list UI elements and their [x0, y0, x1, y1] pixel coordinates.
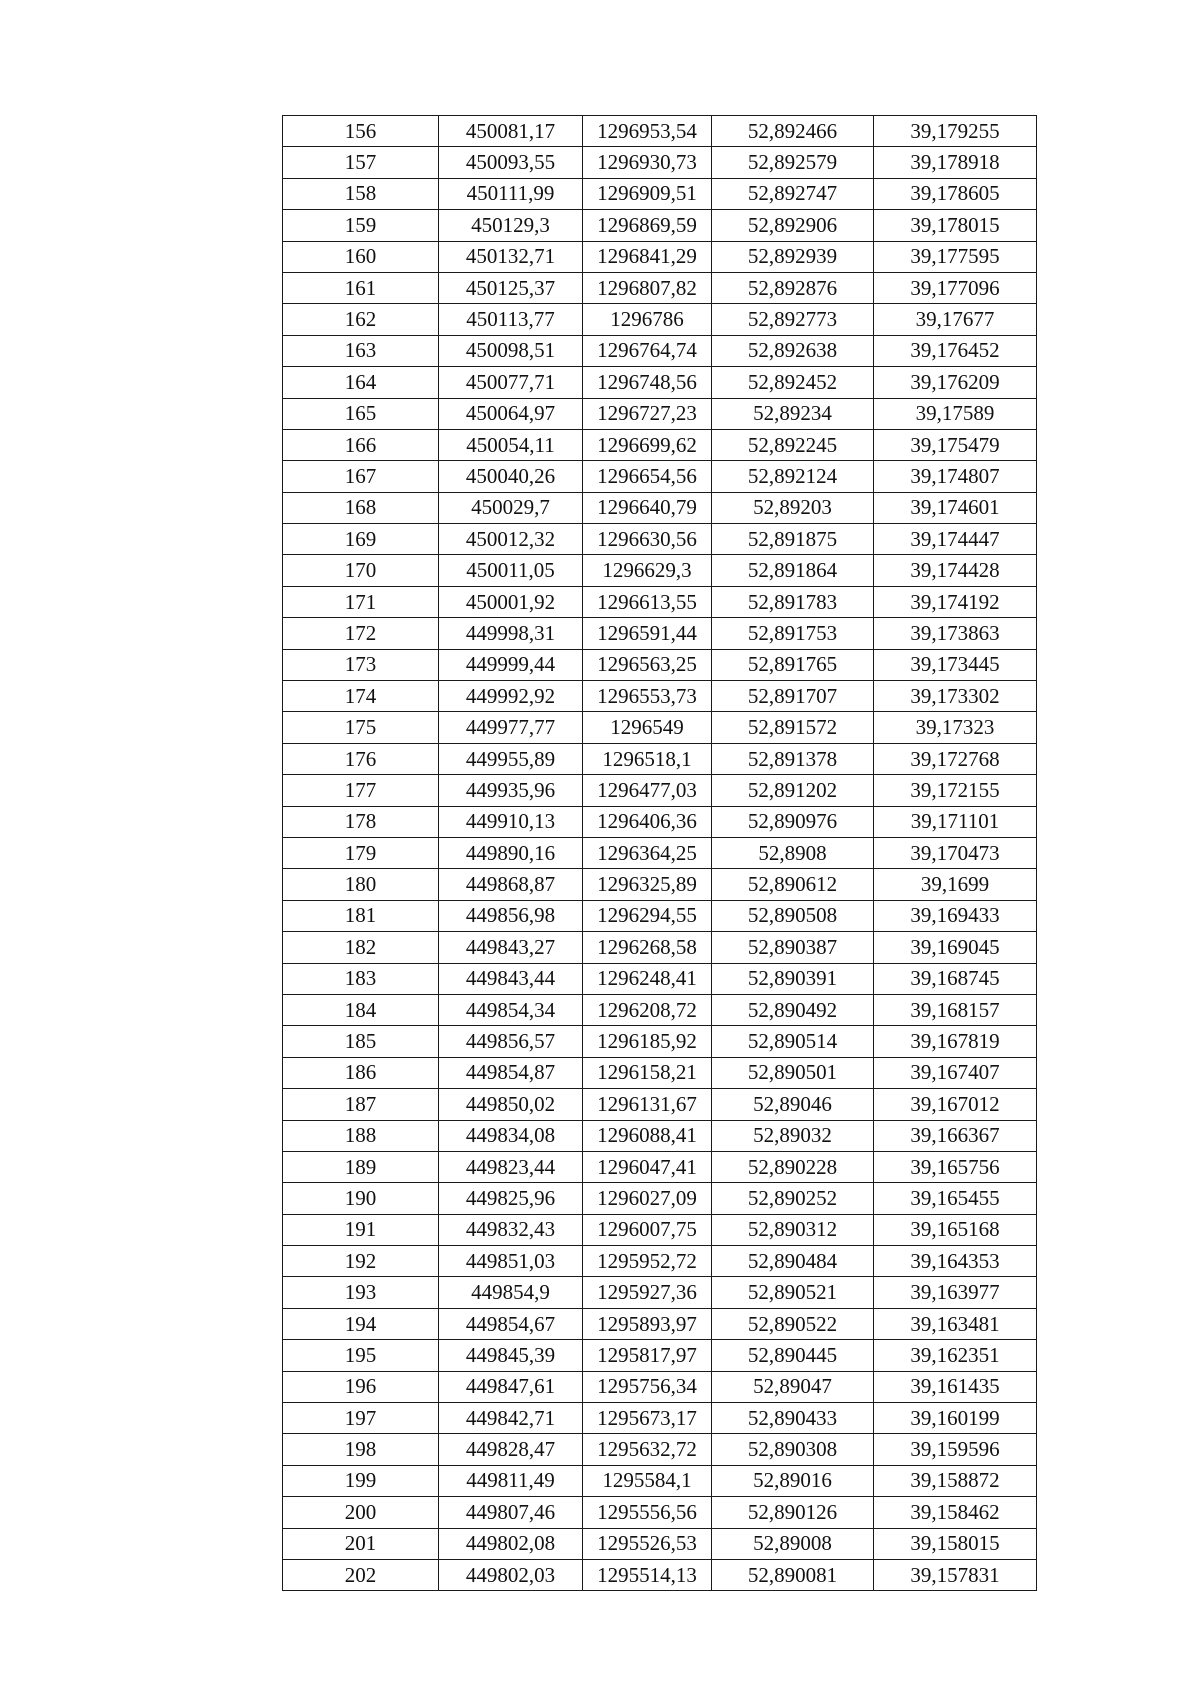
latitude-cell: 52,890492	[712, 994, 874, 1025]
y-coordinate-cell: 1295526,53	[583, 1528, 712, 1559]
point-number-cell: 183	[283, 963, 439, 994]
y-coordinate-cell: 1296727,23	[583, 398, 712, 429]
x-coordinate-cell: 449851,03	[439, 1246, 583, 1277]
table-row	[283, 649, 1037, 680]
x-coordinate-cell: 450129,3	[439, 210, 583, 241]
point-number-cell: 193	[283, 1277, 439, 1308]
point-number-cell: 164	[283, 367, 439, 398]
longitude-cell: 39,172155	[874, 775, 1037, 806]
x-coordinate-cell: 449854,67	[439, 1308, 583, 1339]
table-row	[283, 241, 1037, 272]
y-coordinate-cell: 1296764,74	[583, 335, 712, 366]
x-coordinate-cell: 450077,71	[439, 367, 583, 398]
longitude-cell: 39,168157	[874, 994, 1037, 1025]
point-number-cell: 196	[283, 1371, 439, 1402]
x-coordinate-cell: 449811,49	[439, 1465, 583, 1496]
x-coordinate-cell: 449843,27	[439, 932, 583, 963]
table-row	[283, 1183, 1037, 1214]
latitude-cell: 52,892579	[712, 147, 874, 178]
x-coordinate-cell: 449890,16	[439, 837, 583, 868]
point-number-cell: 194	[283, 1308, 439, 1339]
table-row	[283, 1214, 1037, 1245]
point-number-cell: 176	[283, 743, 439, 774]
x-coordinate-cell: 450081,17	[439, 116, 583, 147]
latitude-cell: 52,891864	[712, 555, 874, 586]
x-coordinate-cell: 449868,87	[439, 869, 583, 900]
point-number-cell: 198	[283, 1434, 439, 1465]
y-coordinate-cell: 1296841,29	[583, 241, 712, 272]
x-coordinate-cell: 449843,44	[439, 963, 583, 994]
y-coordinate-cell: 1296131,67	[583, 1089, 712, 1120]
latitude-cell: 52,892939	[712, 241, 874, 272]
latitude-cell: 52,890976	[712, 806, 874, 837]
latitude-cell: 52,892638	[712, 335, 874, 366]
table-row	[283, 178, 1037, 209]
x-coordinate-cell: 449807,46	[439, 1497, 583, 1528]
x-coordinate-cell: 449828,47	[439, 1434, 583, 1465]
y-coordinate-cell: 1295756,34	[583, 1371, 712, 1402]
longitude-cell: 39,158015	[874, 1528, 1037, 1559]
longitude-cell: 39,169433	[874, 900, 1037, 931]
point-number-cell: 172	[283, 618, 439, 649]
latitude-cell: 52,891875	[712, 524, 874, 555]
longitude-cell: 39,164353	[874, 1246, 1037, 1277]
y-coordinate-cell: 1296748,56	[583, 367, 712, 398]
latitude-cell: 52,892466	[712, 116, 874, 147]
table-row	[283, 335, 1037, 366]
y-coordinate-cell: 1295584,1	[583, 1465, 712, 1496]
longitude-cell: 39,174447	[874, 524, 1037, 555]
y-coordinate-cell: 1296364,25	[583, 837, 712, 868]
y-coordinate-cell: 1296807,82	[583, 272, 712, 303]
y-coordinate-cell: 1296158,21	[583, 1057, 712, 1088]
y-coordinate-cell: 1295632,72	[583, 1434, 712, 1465]
y-coordinate-cell: 1296208,72	[583, 994, 712, 1025]
longitude-cell: 39,174807	[874, 461, 1037, 492]
point-number-cell: 195	[283, 1340, 439, 1371]
longitude-cell: 39,170473	[874, 837, 1037, 868]
point-number-cell: 199	[283, 1465, 439, 1496]
table-row	[283, 681, 1037, 712]
longitude-cell: 39,161435	[874, 1371, 1037, 1402]
x-coordinate-cell: 450064,97	[439, 398, 583, 429]
y-coordinate-cell: 1296088,41	[583, 1120, 712, 1151]
x-coordinate-cell: 450040,26	[439, 461, 583, 492]
point-number-cell: 169	[283, 524, 439, 555]
latitude-cell: 52,89047	[712, 1371, 874, 1402]
table-row	[283, 1057, 1037, 1088]
x-coordinate-cell: 450093,55	[439, 147, 583, 178]
x-coordinate-cell: 450011,05	[439, 555, 583, 586]
longitude-cell: 39,165168	[874, 1214, 1037, 1245]
point-number-cell: 158	[283, 178, 439, 209]
latitude-cell: 52,890445	[712, 1340, 874, 1371]
point-number-cell: 174	[283, 681, 439, 712]
table-row	[283, 869, 1037, 900]
latitude-cell: 52,892452	[712, 367, 874, 398]
table-row	[283, 994, 1037, 1025]
y-coordinate-cell: 1295556,56	[583, 1497, 712, 1528]
longitude-cell: 39,163977	[874, 1277, 1037, 1308]
y-coordinate-cell: 1296047,41	[583, 1151, 712, 1182]
point-number-cell: 180	[283, 869, 439, 900]
latitude-cell: 52,891378	[712, 743, 874, 774]
table-row	[283, 618, 1037, 649]
point-number-cell: 179	[283, 837, 439, 868]
y-coordinate-cell: 1295817,97	[583, 1340, 712, 1371]
y-coordinate-cell: 1295952,72	[583, 1246, 712, 1277]
longitude-cell: 39,179255	[874, 116, 1037, 147]
table-row	[283, 555, 1037, 586]
latitude-cell: 52,891753	[712, 618, 874, 649]
table-row	[283, 806, 1037, 837]
x-coordinate-cell: 449842,71	[439, 1403, 583, 1434]
table-row	[283, 743, 1037, 774]
latitude-cell: 52,89008	[712, 1528, 874, 1559]
latitude-cell: 52,8908	[712, 837, 874, 868]
latitude-cell: 52,891572	[712, 712, 874, 743]
latitude-cell: 52,89032	[712, 1120, 874, 1151]
latitude-cell: 52,890391	[712, 963, 874, 994]
table-row	[283, 932, 1037, 963]
point-number-cell: 190	[283, 1183, 439, 1214]
latitude-cell: 52,892773	[712, 304, 874, 335]
y-coordinate-cell: 1296325,89	[583, 869, 712, 900]
table-row	[283, 1277, 1037, 1308]
x-coordinate-cell: 449998,31	[439, 618, 583, 649]
y-coordinate-cell: 1296518,1	[583, 743, 712, 774]
longitude-cell: 39,174601	[874, 492, 1037, 523]
y-coordinate-cell: 1296549	[583, 712, 712, 743]
longitude-cell: 39,157831	[874, 1559, 1037, 1590]
point-number-cell: 157	[283, 147, 439, 178]
y-coordinate-cell: 1296630,56	[583, 524, 712, 555]
point-number-cell: 162	[283, 304, 439, 335]
x-coordinate-cell: 450001,92	[439, 586, 583, 617]
y-coordinate-cell: 1296953,54	[583, 116, 712, 147]
point-number-cell: 177	[283, 775, 439, 806]
x-coordinate-cell: 449845,39	[439, 1340, 583, 1371]
point-number-cell: 168	[283, 492, 439, 523]
point-number-cell: 159	[283, 210, 439, 241]
latitude-cell: 52,890612	[712, 869, 874, 900]
latitude-cell: 52,892747	[712, 178, 874, 209]
point-number-cell: 178	[283, 806, 439, 837]
point-number-cell: 175	[283, 712, 439, 743]
longitude-cell: 39,173445	[874, 649, 1037, 680]
longitude-cell: 39,158872	[874, 1465, 1037, 1496]
coordinates-table	[282, 115, 1037, 1591]
y-coordinate-cell: 1296909,51	[583, 178, 712, 209]
longitude-cell: 39,165756	[874, 1151, 1037, 1182]
latitude-cell: 52,890387	[712, 932, 874, 963]
longitude-cell: 39,160199	[874, 1403, 1037, 1434]
longitude-cell: 39,175479	[874, 429, 1037, 460]
longitude-cell: 39,1699	[874, 869, 1037, 900]
latitude-cell: 52,891765	[712, 649, 874, 680]
table-row	[283, 116, 1037, 147]
y-coordinate-cell: 1296613,55	[583, 586, 712, 617]
longitude-cell: 39,158462	[874, 1497, 1037, 1528]
latitude-cell: 52,890522	[712, 1308, 874, 1339]
point-number-cell: 202	[283, 1559, 439, 1590]
table-row	[283, 367, 1037, 398]
point-number-cell: 188	[283, 1120, 439, 1151]
longitude-cell: 39,178605	[874, 178, 1037, 209]
longitude-cell: 39,177096	[874, 272, 1037, 303]
latitude-cell: 52,89234	[712, 398, 874, 429]
point-number-cell: 181	[283, 900, 439, 931]
x-coordinate-cell: 449850,02	[439, 1089, 583, 1120]
longitude-cell: 39,17323	[874, 712, 1037, 743]
point-number-cell: 166	[283, 429, 439, 460]
table-row	[283, 586, 1037, 617]
latitude-cell: 52,89016	[712, 1465, 874, 1496]
point-number-cell: 192	[283, 1246, 439, 1277]
table-row	[283, 1089, 1037, 1120]
table-row	[283, 963, 1037, 994]
latitude-cell: 52,892245	[712, 429, 874, 460]
x-coordinate-cell: 449825,96	[439, 1183, 583, 1214]
latitude-cell: 52,890508	[712, 900, 874, 931]
y-coordinate-cell: 1296294,55	[583, 900, 712, 931]
longitude-cell: 39,167819	[874, 1026, 1037, 1057]
x-coordinate-cell: 450125,37	[439, 272, 583, 303]
point-number-cell: 197	[283, 1403, 439, 1434]
y-coordinate-cell: 1295893,97	[583, 1308, 712, 1339]
y-coordinate-cell: 1296007,75	[583, 1214, 712, 1245]
x-coordinate-cell: 449910,13	[439, 806, 583, 837]
longitude-cell: 39,168745	[874, 963, 1037, 994]
table-row	[283, 775, 1037, 806]
y-coordinate-cell: 1296629,3	[583, 555, 712, 586]
x-coordinate-cell: 449999,44	[439, 649, 583, 680]
longitude-cell: 39,178015	[874, 210, 1037, 241]
latitude-cell: 52,891202	[712, 775, 874, 806]
y-coordinate-cell: 1295514,13	[583, 1559, 712, 1590]
x-coordinate-cell: 449802,08	[439, 1528, 583, 1559]
latitude-cell: 52,892124	[712, 461, 874, 492]
latitude-cell: 52,890501	[712, 1057, 874, 1088]
x-coordinate-cell: 450029,7	[439, 492, 583, 523]
latitude-cell: 52,890521	[712, 1277, 874, 1308]
table-row	[283, 304, 1037, 335]
point-number-cell: 184	[283, 994, 439, 1025]
point-number-cell: 200	[283, 1497, 439, 1528]
y-coordinate-cell: 1296654,56	[583, 461, 712, 492]
y-coordinate-cell: 1296477,03	[583, 775, 712, 806]
table-row	[283, 712, 1037, 743]
table-row	[283, 492, 1037, 523]
table-row	[283, 1246, 1037, 1277]
latitude-cell: 52,890252	[712, 1183, 874, 1214]
table-row	[283, 461, 1037, 492]
latitude-cell: 52,890308	[712, 1434, 874, 1465]
y-coordinate-cell: 1296553,73	[583, 681, 712, 712]
x-coordinate-cell: 449847,61	[439, 1371, 583, 1402]
table-row	[283, 1528, 1037, 1559]
x-coordinate-cell: 449977,77	[439, 712, 583, 743]
point-number-cell: 189	[283, 1151, 439, 1182]
y-coordinate-cell: 1296869,59	[583, 210, 712, 241]
latitude-cell: 52,892876	[712, 272, 874, 303]
point-number-cell: 171	[283, 586, 439, 617]
point-number-cell: 186	[283, 1057, 439, 1088]
y-coordinate-cell: 1296930,73	[583, 147, 712, 178]
x-coordinate-cell: 449854,9	[439, 1277, 583, 1308]
table-row	[283, 1340, 1037, 1371]
point-number-cell: 165	[283, 398, 439, 429]
point-number-cell: 191	[283, 1214, 439, 1245]
point-number-cell: 160	[283, 241, 439, 272]
longitude-cell: 39,167407	[874, 1057, 1037, 1088]
latitude-cell: 52,89203	[712, 492, 874, 523]
x-coordinate-cell: 450111,99	[439, 178, 583, 209]
latitude-cell: 52,890312	[712, 1214, 874, 1245]
y-coordinate-cell: 1295673,17	[583, 1403, 712, 1434]
latitude-cell: 52,890081	[712, 1559, 874, 1590]
table-row	[283, 1434, 1037, 1465]
table-row	[283, 900, 1037, 931]
table-row	[283, 147, 1037, 178]
x-coordinate-cell: 449823,44	[439, 1151, 583, 1182]
x-coordinate-cell: 449856,98	[439, 900, 583, 931]
point-number-cell: 185	[283, 1026, 439, 1057]
point-number-cell: 156	[283, 116, 439, 147]
x-coordinate-cell: 450012,32	[439, 524, 583, 555]
x-coordinate-cell: 449955,89	[439, 743, 583, 774]
table-row	[283, 210, 1037, 241]
y-coordinate-cell: 1296268,58	[583, 932, 712, 963]
longitude-cell: 39,176452	[874, 335, 1037, 366]
x-coordinate-cell: 450113,77	[439, 304, 583, 335]
longitude-cell: 39,171101	[874, 806, 1037, 837]
point-number-cell: 170	[283, 555, 439, 586]
point-number-cell: 167	[283, 461, 439, 492]
x-coordinate-cell: 449834,08	[439, 1120, 583, 1151]
point-number-cell: 173	[283, 649, 439, 680]
latitude-cell: 52,890126	[712, 1497, 874, 1528]
longitude-cell: 39,166367	[874, 1120, 1037, 1151]
y-coordinate-cell: 1296640,79	[583, 492, 712, 523]
table-row	[283, 1371, 1037, 1402]
table-row	[283, 429, 1037, 460]
point-number-cell: 201	[283, 1528, 439, 1559]
table-row	[283, 837, 1037, 868]
y-coordinate-cell: 1296591,44	[583, 618, 712, 649]
y-coordinate-cell: 1295927,36	[583, 1277, 712, 1308]
longitude-cell: 39,165455	[874, 1183, 1037, 1214]
longitude-cell: 39,17677	[874, 304, 1037, 335]
y-coordinate-cell: 1296406,36	[583, 806, 712, 837]
coordinates-table-body	[283, 116, 1037, 1591]
table-row	[283, 1308, 1037, 1339]
table-row	[283, 1497, 1037, 1528]
longitude-cell: 39,167012	[874, 1089, 1037, 1120]
x-coordinate-cell: 449935,96	[439, 775, 583, 806]
x-coordinate-cell: 449854,34	[439, 994, 583, 1025]
longitude-cell: 39,176209	[874, 367, 1037, 398]
table-row	[283, 1120, 1037, 1151]
latitude-cell: 52,890433	[712, 1403, 874, 1434]
y-coordinate-cell: 1296248,41	[583, 963, 712, 994]
longitude-cell: 39,174192	[874, 586, 1037, 617]
longitude-cell: 39,177595	[874, 241, 1037, 272]
y-coordinate-cell: 1296563,25	[583, 649, 712, 680]
table-row	[283, 1403, 1037, 1434]
table-row	[283, 524, 1037, 555]
y-coordinate-cell: 1296786	[583, 304, 712, 335]
x-coordinate-cell: 450054,11	[439, 429, 583, 460]
longitude-cell: 39,178918	[874, 147, 1037, 178]
x-coordinate-cell: 450098,51	[439, 335, 583, 366]
x-coordinate-cell: 449832,43	[439, 1214, 583, 1245]
x-coordinate-cell: 449992,92	[439, 681, 583, 712]
y-coordinate-cell: 1296185,92	[583, 1026, 712, 1057]
longitude-cell: 39,174428	[874, 555, 1037, 586]
longitude-cell: 39,163481	[874, 1308, 1037, 1339]
latitude-cell: 52,891783	[712, 586, 874, 617]
table-row	[283, 1465, 1037, 1496]
table-row	[283, 398, 1037, 429]
point-number-cell: 161	[283, 272, 439, 303]
table-row	[283, 1026, 1037, 1057]
longitude-cell: 39,173302	[874, 681, 1037, 712]
longitude-cell: 39,159596	[874, 1434, 1037, 1465]
x-coordinate-cell: 449856,57	[439, 1026, 583, 1057]
point-number-cell: 163	[283, 335, 439, 366]
x-coordinate-cell: 449854,87	[439, 1057, 583, 1088]
y-coordinate-cell: 1296699,62	[583, 429, 712, 460]
point-number-cell: 182	[283, 932, 439, 963]
point-number-cell: 187	[283, 1089, 439, 1120]
table-row	[283, 1151, 1037, 1182]
longitude-cell: 39,173863	[874, 618, 1037, 649]
longitude-cell: 39,169045	[874, 932, 1037, 963]
longitude-cell: 39,172768	[874, 743, 1037, 774]
longitude-cell: 39,162351	[874, 1340, 1037, 1371]
x-coordinate-cell: 449802,03	[439, 1559, 583, 1590]
latitude-cell: 52,890484	[712, 1246, 874, 1277]
latitude-cell: 52,891707	[712, 681, 874, 712]
latitude-cell: 52,89046	[712, 1089, 874, 1120]
longitude-cell: 39,17589	[874, 398, 1037, 429]
y-coordinate-cell: 1296027,09	[583, 1183, 712, 1214]
table-row	[283, 272, 1037, 303]
x-coordinate-cell: 450132,71	[439, 241, 583, 272]
latitude-cell: 52,892906	[712, 210, 874, 241]
latitude-cell: 52,890228	[712, 1151, 874, 1182]
table-row	[283, 1559, 1037, 1590]
latitude-cell: 52,890514	[712, 1026, 874, 1057]
